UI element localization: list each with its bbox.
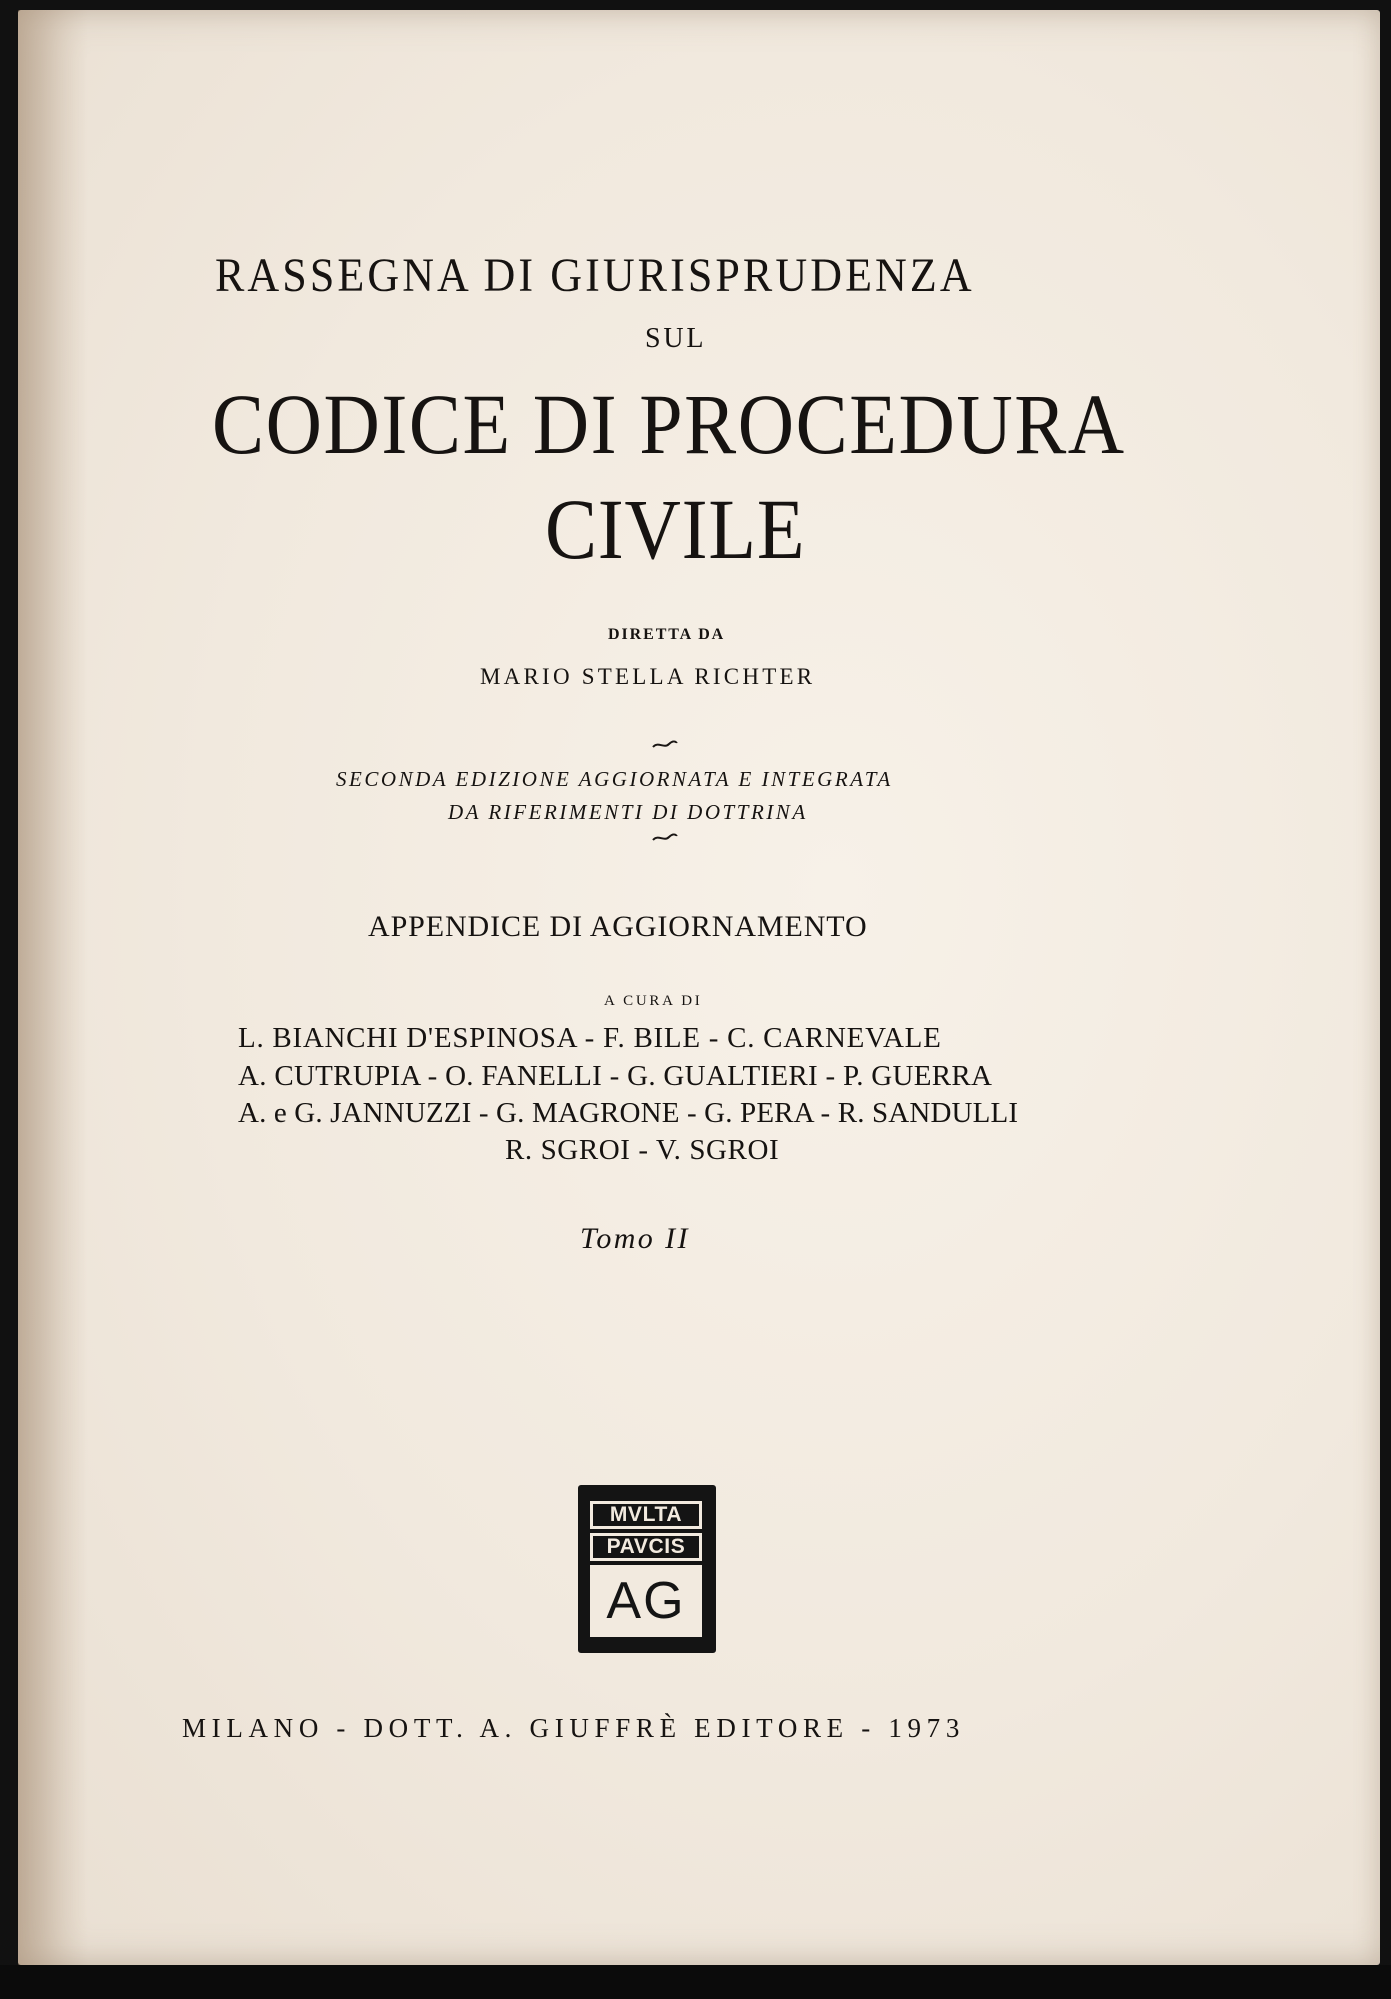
series-title: RASSEGNA DI GIURISPRUDENZA (215, 249, 975, 302)
main-title-line-2: CIVILE (545, 481, 806, 577)
directed-by-label: DIRETTA DA (608, 626, 726, 643)
director-name: MARIO STELLA RICHTER (480, 664, 816, 689)
editors-line-3: A. e G. JANNUZZI - G. MAGRONE - G. PERA - R. SANDULLI (238, 1097, 1019, 1129)
logo-monogram: AG (590, 1565, 702, 1637)
editors-line-2: A. CUTRUPIA - O. FANELLI - G. GUALTIERI - P. GUERRA (238, 1060, 993, 1092)
appendix-title: APPENDICE DI AGGIORNAMENTO (368, 910, 868, 943)
publisher-imprint: MILANO - DOTT. A. GIUFFRÈ EDITORE - 1973 (182, 1713, 966, 1743)
paper-page (18, 10, 1380, 1965)
ornament-swash-bottom (652, 833, 678, 843)
edition-line-2: DA RIFERIMENTI DI DOTTRINA (448, 800, 808, 824)
publisher-logo (578, 1485, 716, 1653)
curated-by-label: A CURA DI (604, 993, 703, 1009)
logo-motto-line-1: MVLTA (590, 1501, 702, 1529)
editors-line-1: L. BIANCHI D'ESPINOSA - F. BILE - C. CARNEVALE (238, 1022, 942, 1054)
logo-motto-line-2: PAVCIS (590, 1533, 702, 1561)
editors-line-4: R. SGROI - V. SGROI (505, 1134, 780, 1166)
series-connector: SUL (645, 323, 707, 354)
volume-label: Tomo II (580, 1222, 690, 1255)
scan-bottom-edge (0, 1965, 1391, 1999)
ornament-swash-top (652, 740, 678, 750)
edition-line-1: SECONDA EDIZIONE AGGIORNATA E INTEGRATA (336, 767, 893, 791)
main-title-line-1: CODICE DI PROCEDURA (212, 376, 1126, 472)
